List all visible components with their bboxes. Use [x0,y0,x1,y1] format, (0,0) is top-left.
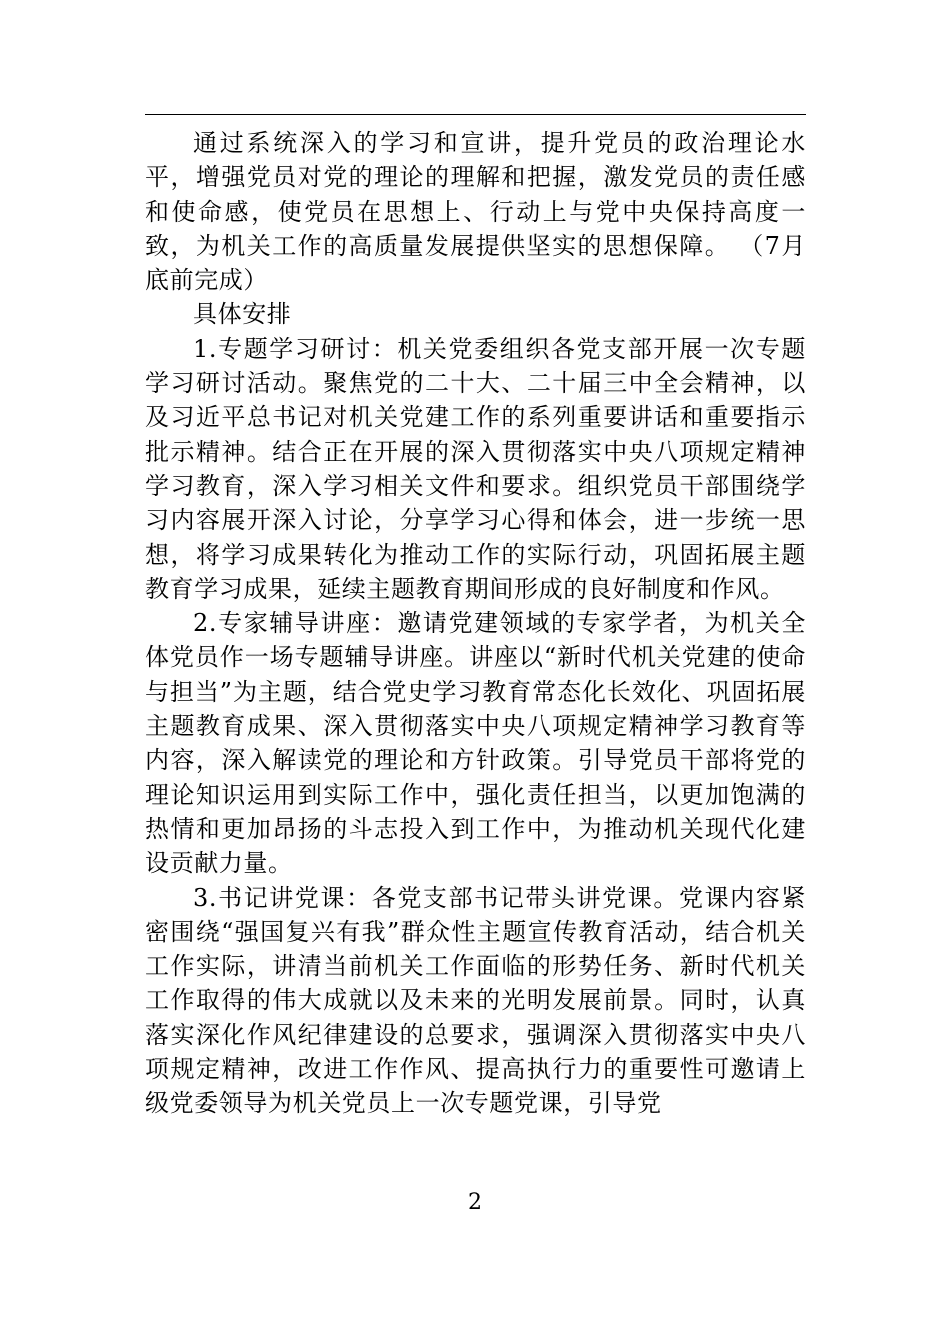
paragraph-goal: 通过系统深入的学习和宣讲，提升党员的政治理论水平，增强党员对党的理论的理解和把握，激发党员的责任感和使命感，使党员在思想上、行动上与党中央保持高度一致，为机关工作的高质量发展提供坚实的思想保障。 （7月底前完成） [145,129,806,295]
paragraph-item-1-study-seminar: 1.专题学习研讨：机关党委组织各党支部开展一次专题学习研讨活动。聚焦党的二十大、二十届三中全会精神，以及习近平总书记对机关党建工作的系列重要讲话和重要指示批示精神。结合正在开展的深入贯彻落实中央八项规定精神学习教育，深入学习相关文件和要求。组织党员干部围绕学习内容展开深入讨论，分享学习心得和体会，进一步统一思想，将学习成果转化为推动工作的实际行动，巩固拓展主题教育学习成果，延续主题教育期间形成的良好制度和作风。 [145,334,806,603]
page-number: 2 [468,1190,482,1215]
header-rule [145,114,806,115]
paragraph-heading-arrangement: 具体安排 [193,300,292,329]
paragraph-item-3-secretary-lecture: 3.书记讲党课：各党支部书记带头讲党课。党课内容紧密围绕“强国复兴有我”群众性主题宣传教育活动，结合机关工作实际，讲清当前机关工作面临的形势任务、新时代机关工作取得的伟大成就以及未来的光明发展前景。同时，认真落实深化作风纪律建设的总要求，强调深入贯彻落实中央八项规定精神，改进工作作风、提高执行力的重要性可邀请上级党委领导为机关党员上一次专题党课，引导党 [145,883,806,1118]
paragraph-item-2-expert-lecture: 2.专家辅导讲座：邀请党建领域的专家学者，为机关全体党员作一场专题辅导讲座。讲座以“新时代机关党建的使命与担当”为主题，结合党史学习教育常态化长效化、巩固拓展主题教育成果、深入贯彻落实中央八项规定精神学习教育等内容，深入解读党的理论和方针政策。引导党员干部将党的理论知识运用到实际工作中，强化责任担当，以更加饱满的热情和更加昂扬的斗志投入到工作中，为推动机关现代化建设贡献力量。 [145,609,806,878]
body-text [145,126,806,1121]
